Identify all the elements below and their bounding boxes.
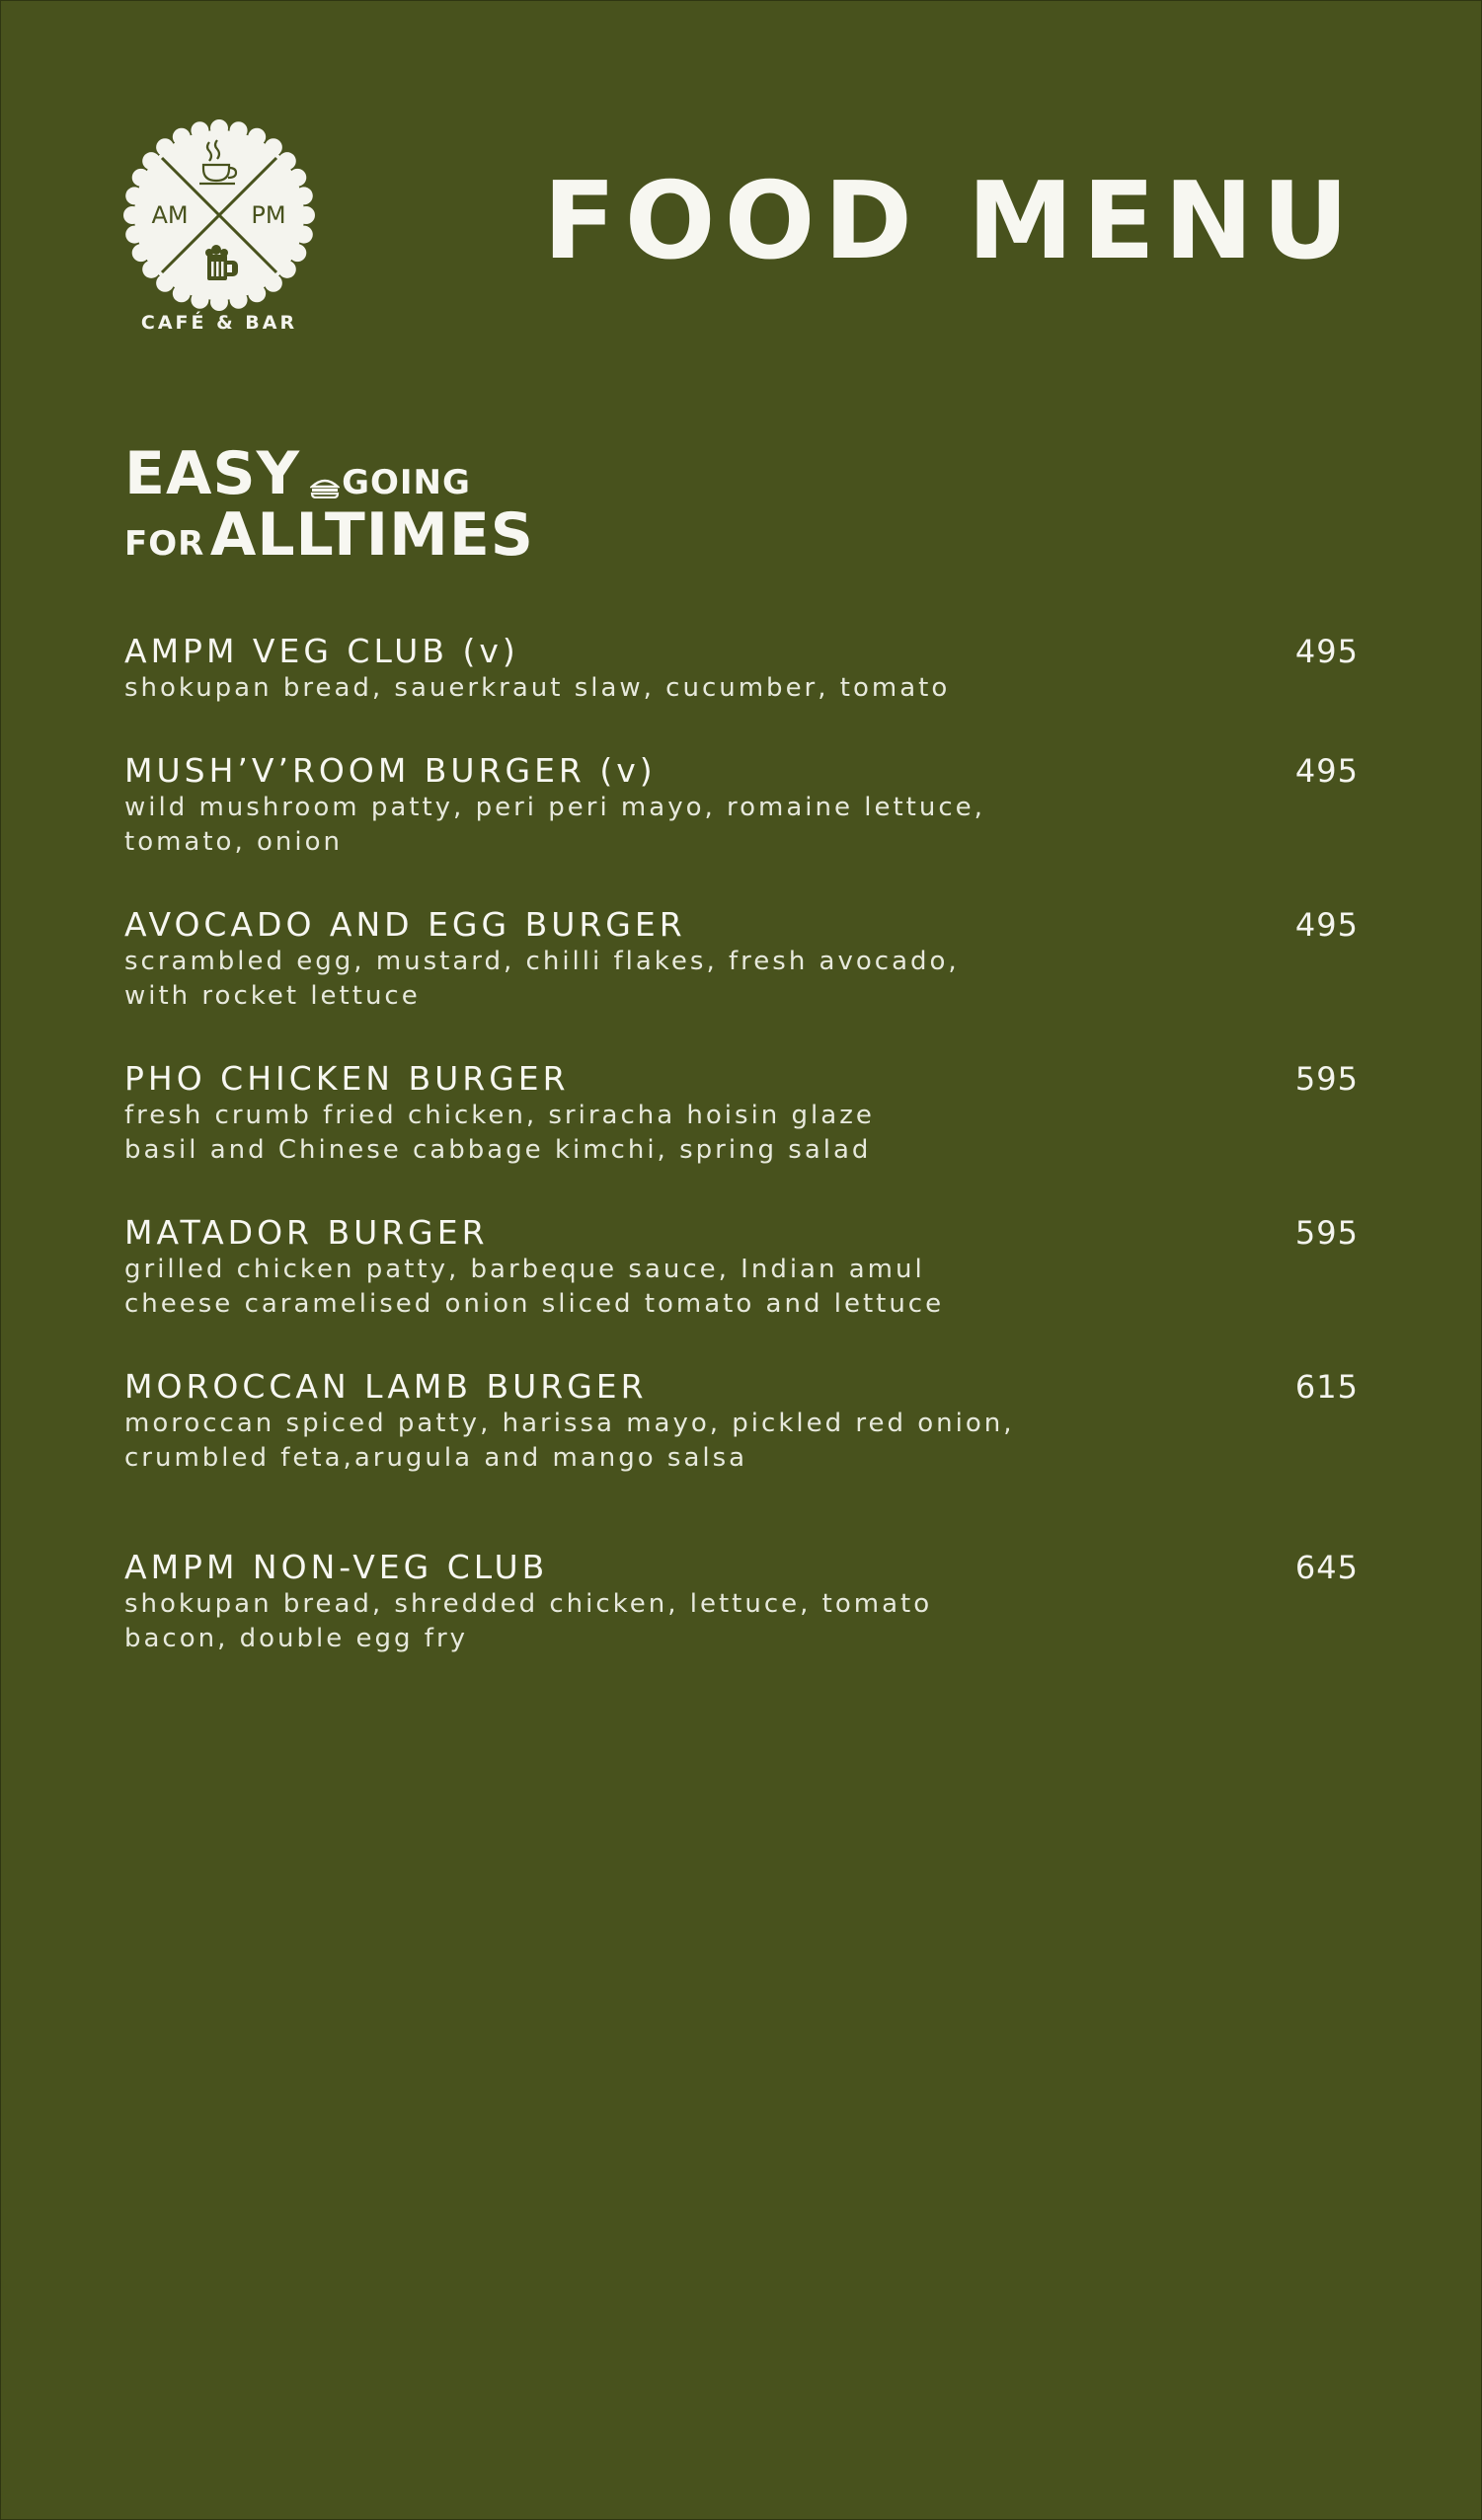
item-name: AVOCADO AND EGG BURGER: [124, 905, 686, 944]
item-description: [124, 791, 1161, 860]
item-description: [124, 1099, 1161, 1168]
logo-pm-text: PM: [251, 201, 286, 229]
tagline: [124, 439, 717, 570]
item-description-line: fresh crumb fried chicken, sriracha hoisin glaze: [124, 1101, 875, 1130]
item-price: 645: [1294, 1549, 1359, 1586]
item-price: 495: [1294, 633, 1359, 670]
item-description: [124, 671, 1161, 706]
item-description-line: moroccan spiced patty, harissa mayo, pickled red onion,: [124, 1409, 1015, 1438]
cafe-logo: [122, 118, 316, 345]
item-name: MATADOR BURGER: [124, 1213, 489, 1252]
item-description-line: with rocket lettuce: [124, 981, 421, 1011]
item-description: [124, 1253, 1161, 1322]
item-description-line: basil and Chinese cabbage kimchi, spring salad: [124, 1135, 872, 1165]
item-description-line: bacon, double egg fry: [124, 1624, 469, 1653]
burger-icon: [310, 477, 340, 502]
item-description-line: tomato, onion: [124, 827, 343, 857]
item-description: [124, 1587, 1161, 1656]
logo-badge: [122, 118, 316, 312]
item-price: 495: [1294, 906, 1359, 944]
tagline-alltimes: ALLTIMES: [209, 500, 535, 570]
item-price: 495: [1294, 752, 1359, 790]
logo-subtitle: CAFÉ & BAR: [140, 312, 298, 334]
item-description-line: shokupan bread, shredded chicken, lettuce, tomato: [124, 1589, 933, 1619]
item-description-line: crumbled feta,arugula and mango salsa: [124, 1443, 748, 1473]
item-description: [124, 1407, 1161, 1476]
item-description-line: grilled chicken patty, barbeque sauce, Indian amul: [124, 1255, 925, 1284]
page-title: FOOD MENU: [543, 160, 1358, 283]
tagline-for: FOR: [124, 524, 205, 564]
item-name: MUSH’V’ROOM BURGER (v): [124, 751, 657, 790]
tagline-going: GOING: [342, 463, 471, 502]
item-name: AMPM NON-VEG CLUB: [124, 1548, 549, 1586]
item-description-line: scrambled egg, mustard, chilli flakes, fresh avocado,: [124, 947, 960, 976]
item-description: [124, 945, 1161, 1014]
item-description-line: shokupan bread, sauerkraut slaw, cucumber, tomato: [124, 673, 951, 703]
item-name: MOROCCAN LAMB BURGER: [124, 1367, 648, 1406]
tagline-easy: EASY: [124, 439, 301, 508]
item-name: PHO CHICKEN BURGER: [124, 1059, 570, 1098]
item-price: 595: [1294, 1060, 1359, 1098]
item-name: AMPM VEG CLUB (v): [124, 632, 519, 670]
item-description-line: wild mushroom patty, peri peri mayo, romaine lettuce,: [124, 793, 985, 822]
logo-am-text: AM: [151, 201, 189, 229]
item-description-line: cheese caramelised onion sliced tomato and lettuce: [124, 1289, 945, 1319]
item-price: 595: [1294, 1214, 1359, 1252]
item-price: 615: [1294, 1368, 1359, 1406]
